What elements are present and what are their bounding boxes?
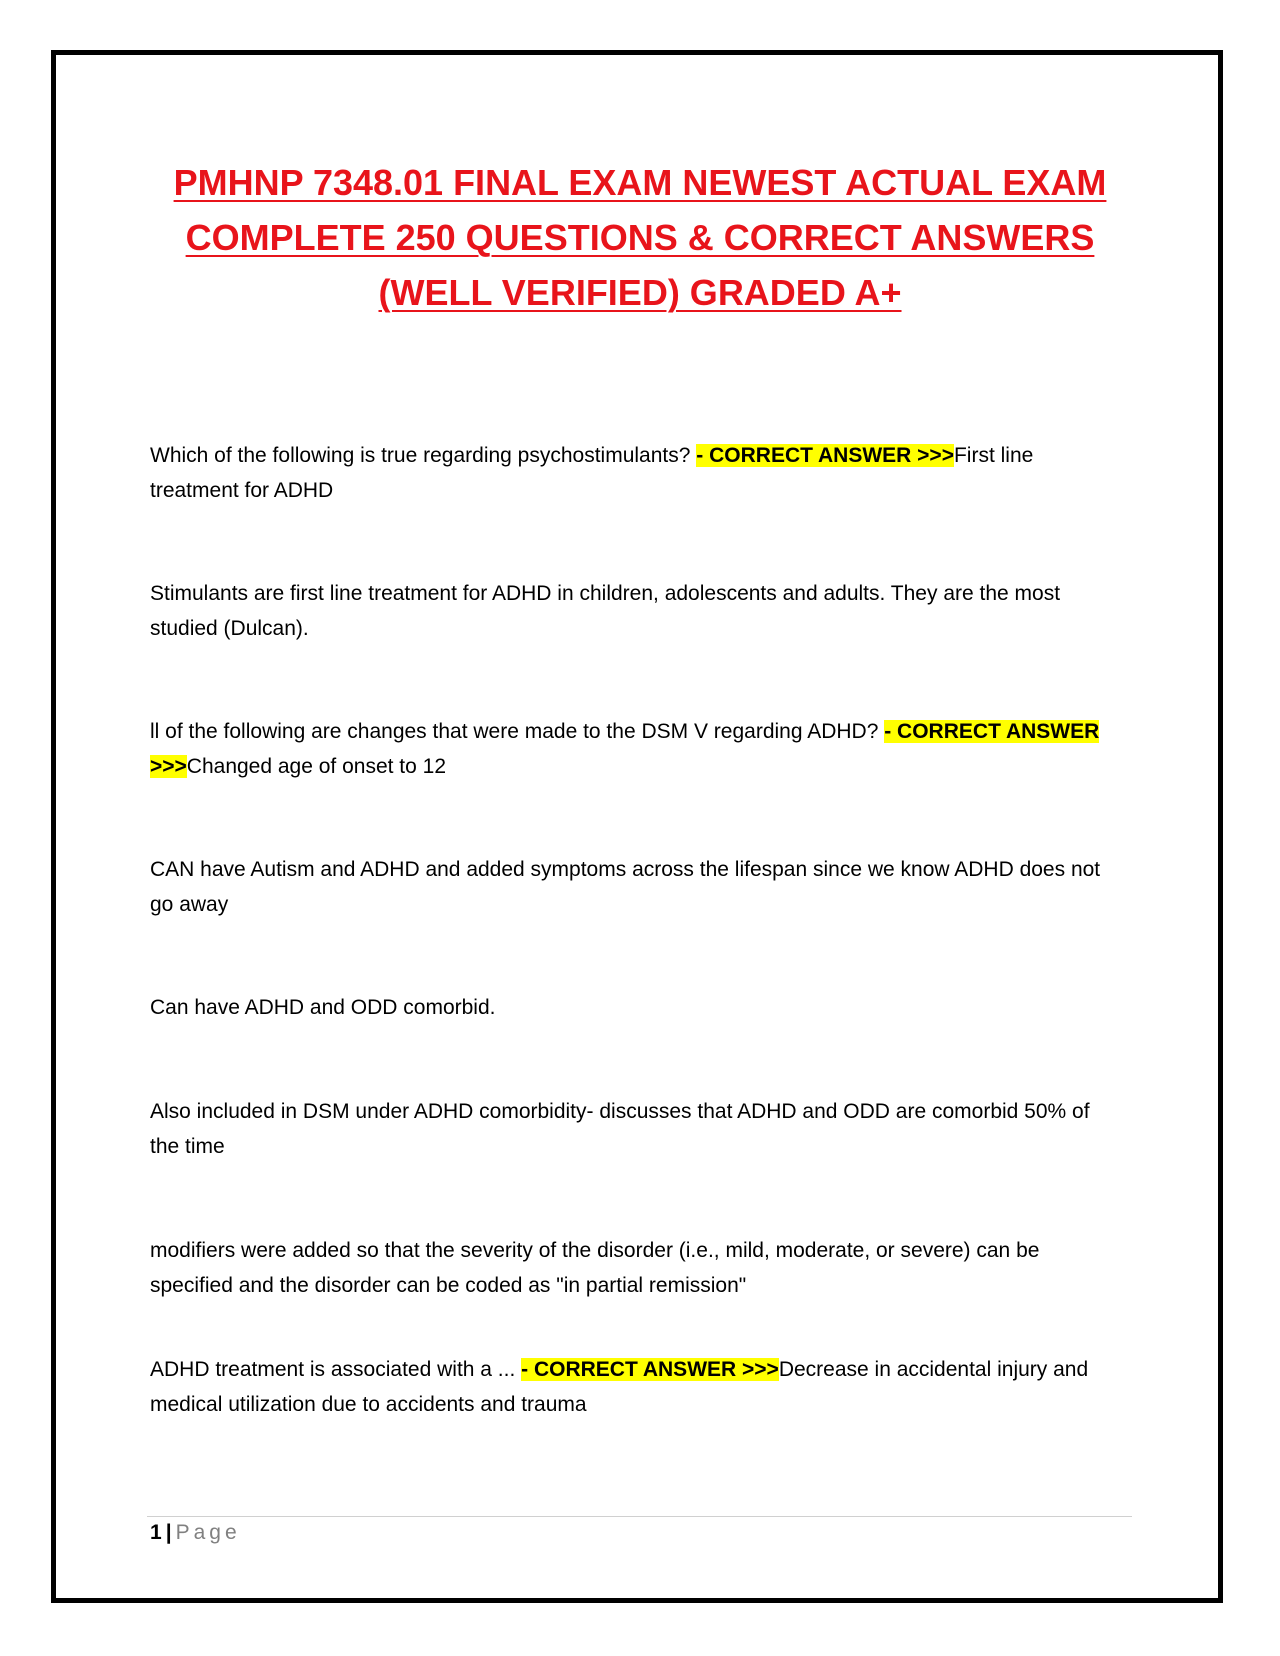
paragraph-text: modifiers were added so that the severity of the disorder (i.e., mild, moderate, or severe) can be specified and the disorder can be coded as "in partial remission" — [150, 1239, 1040, 1297]
correct-answer-highlight: - CORRECT ANSWER >>> — [521, 1358, 779, 1381]
answer-text: Changed age of onset to 12 — [186, 755, 447, 778]
question-text: Which of the following is true regarding psychostimulants? — [150, 444, 697, 467]
correct-answer-highlight: - CORRECT ANSWER >>> — [696, 444, 954, 467]
question-text: ll of the following are changes that were made to the DSM V regarding ADHD? — [150, 720, 885, 743]
question-paragraph-1 — [150, 438, 1105, 508]
footer-separator: | — [165, 1521, 172, 1544]
answer-text: Decrease in accidental injury and medical utilization due to accidents and trauma — [150, 1358, 1089, 1416]
page-footer — [150, 1518, 241, 1548]
question-text: ADHD treatment is associated with a ... — [150, 1358, 522, 1381]
explanation-paragraph-4 — [150, 852, 1105, 922]
document-title: PMHNP 7348.01 FINAL EXAM NEWEST ACTUAL EXAM COMPLETE 250 QUESTIONS & CORRECT ANSWERS (WELL VERIFIED) GRADED A+ — [173, 162, 1107, 313]
paragraph-text: Also included in DSM under ADHD comorbidity- discusses that ADHD and ODD are comorbid 50% of the time — [150, 1100, 1090, 1158]
answer-text: First line treatment for ADHD — [150, 444, 1034, 502]
paragraph-text: Can have ADHD and ODD comorbid. — [150, 996, 496, 1019]
explanation-paragraph-6 — [150, 1094, 1105, 1164]
correct-answer-highlight: - CORRECT ANSWER >>> — [150, 720, 1100, 778]
explanation-paragraph-2 — [150, 576, 1105, 646]
paragraph-text: CAN have Autism and ADHD and added symptoms across the lifespan since we know ADHD does not go away — [150, 858, 1101, 916]
page-number: 1 — [150, 1521, 162, 1544]
footer-divider — [147, 1516, 1132, 1517]
paragraph-text: Stimulants are first line treatment for ADHD in children, adolescents and adults. They are the most studied (Dulcan). — [150, 582, 1061, 640]
question-paragraph-8 — [150, 1352, 1105, 1422]
explanation-paragraph-7 — [150, 1233, 1105, 1303]
explanation-paragraph-5 — [150, 990, 1105, 1025]
page-label: Page — [175, 1521, 241, 1544]
question-paragraph-3 — [150, 714, 1105, 784]
